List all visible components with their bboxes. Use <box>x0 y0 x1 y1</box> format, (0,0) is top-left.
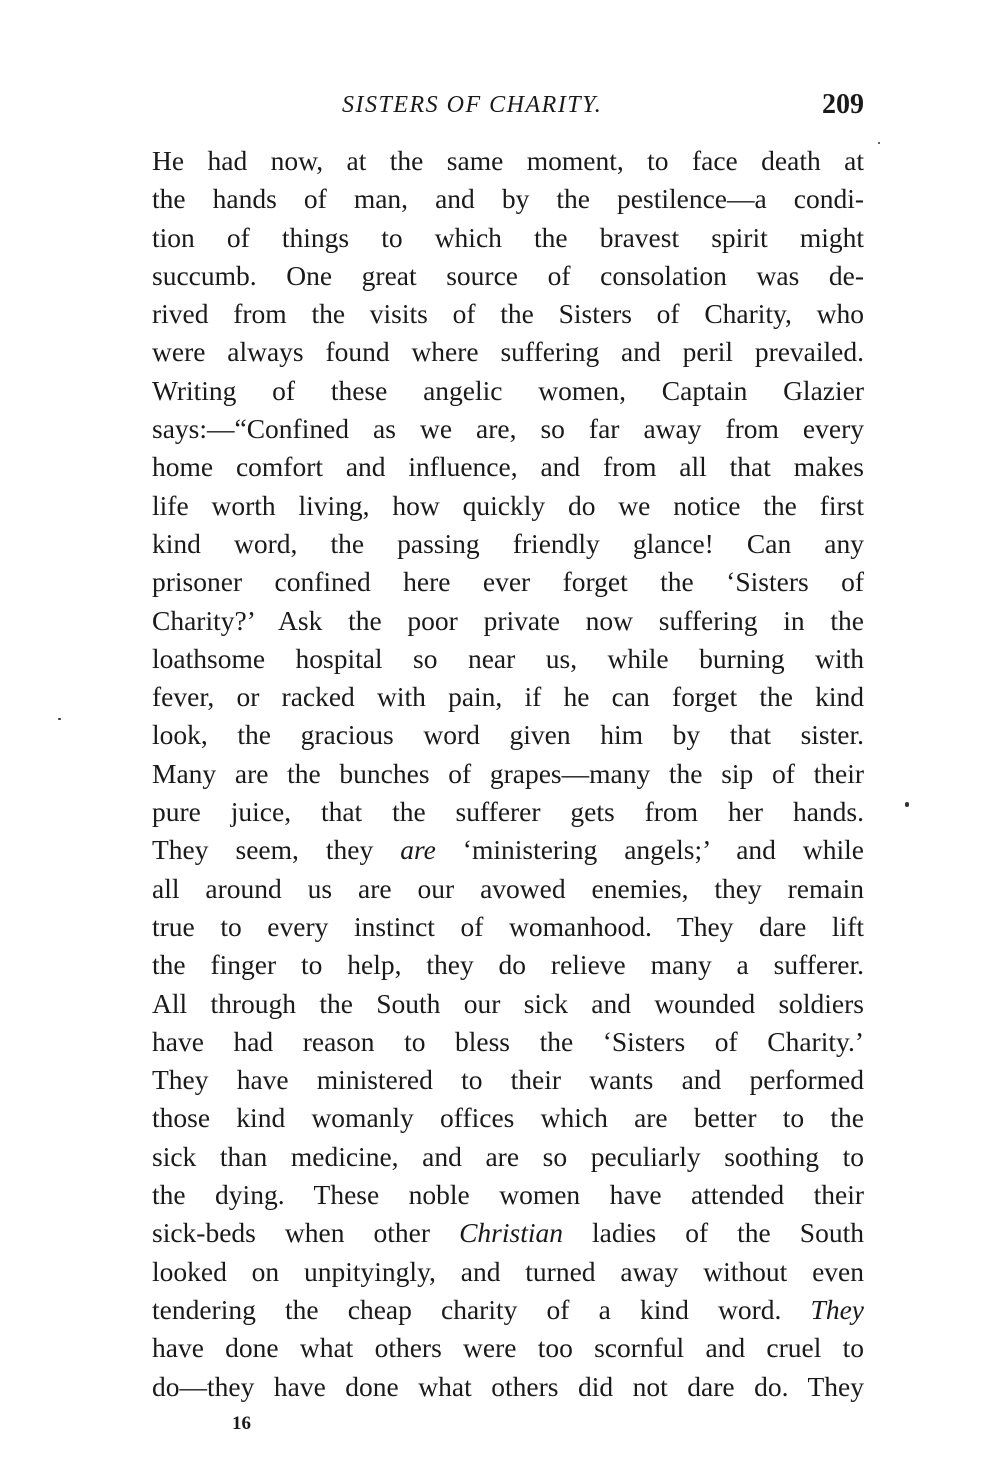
ink-speck <box>905 802 909 807</box>
italic-word: are <box>400 834 436 866</box>
signature-mark: 16 <box>232 1413 251 1434</box>
body-text <box>152 142 864 1406</box>
text-line: the dying. These noble women have attended their <box>152 1179 864 1211</box>
running-head <box>152 88 864 122</box>
text-line: Many are the bunches of grapes—many the sip of their <box>152 757 864 789</box>
text-line: All through the South our sick and wounded soldiers <box>152 987 864 1019</box>
text-line: were always found where suffering and peril prevailed. <box>152 336 864 368</box>
text-line: loathsome hospital so near us, while burning with <box>152 642 864 674</box>
text-line: do—they have done what others did not dare do. They <box>152 1370 864 1402</box>
text-line: all around us are our avowed enemies, they remain <box>152 872 864 904</box>
text-line: have done what others were too scornful and cruel to <box>152 1332 864 1364</box>
text-line: kind word, the passing friendly glance! Can any <box>152 527 864 559</box>
text-line: says:—“Confined as we are, so far away from every <box>152 413 864 445</box>
text-line: have had reason to bless the ‘Sisters of Charity.’ <box>152 1025 864 1057</box>
text-line: They have ministered to their wants and performed <box>152 1064 864 1096</box>
text-line: look, the gracious word given him by that sister. <box>152 719 864 751</box>
text-line-with-italic <box>152 1214 864 1252</box>
text-line: sick than medicine, and are so peculiarly soothing to <box>152 1140 864 1172</box>
ink-speck <box>878 142 880 144</box>
text-segment: ‘ministering angels;’ and while <box>435 834 864 866</box>
running-title: SISTERS OF CHARITY. <box>342 92 603 118</box>
text-line: prisoner confined here ever forget the ‘Sisters of <box>152 566 864 598</box>
text-line: succumb. One great source of consolation was de- <box>152 259 864 291</box>
text-line: home comfort and influence, and from all that makes <box>152 451 864 483</box>
text-line: those kind womanly offices which are better to the <box>152 1102 864 1134</box>
text-line: pure juice, that the sufferer gets from her hands. <box>152 796 864 828</box>
text-segment: sick-beds when other <box>152 1217 460 1249</box>
italic-word: They <box>810 1293 864 1325</box>
text-line-with-italic <box>152 1291 864 1329</box>
text-line: life worth living, how quickly do we notice the first <box>152 489 864 521</box>
page-number: 209 <box>822 89 864 120</box>
text-line: tion of things to which the bravest spirit might <box>152 221 864 253</box>
text-line: true to every instinct of womanhood. They dare lift <box>152 910 864 942</box>
text-line: Charity?’ Ask the poor private now suffering in the <box>152 604 864 636</box>
text-line: the hands of man, and by the pestilence—a condi- <box>152 183 864 215</box>
text-line: rived from the visits of the Sisters of Charity, who <box>152 298 864 330</box>
ink-speck <box>58 718 61 720</box>
italic-word: Christian <box>459 1217 563 1249</box>
text-line: looked on unpityingly, and turned away without even <box>152 1255 864 1287</box>
text-line: He had now, at the same moment, to face death at <box>152 145 864 176</box>
text-line: fever, or racked with pain, if he can forget the kind <box>152 681 864 713</box>
text-segment: tendering the cheap charity of a kind word. <box>152 1293 811 1325</box>
text-line: the finger to help, they do relieve many a sufferer. <box>152 949 864 981</box>
text-segment: They seem, they <box>152 834 401 866</box>
text-line: Writing of these angelic women, Captain Glazier <box>152 374 864 406</box>
text-line-with-italic <box>152 831 864 869</box>
text-segment: ladies of the South <box>562 1217 864 1249</box>
